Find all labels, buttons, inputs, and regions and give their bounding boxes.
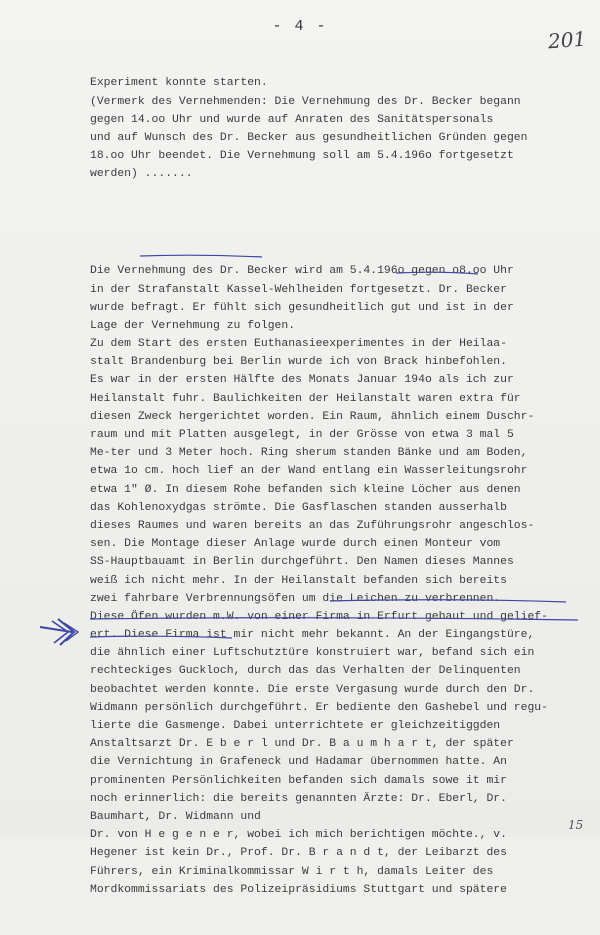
text-line: gegen 14.oo Uhr und wurde auf Anraten des Sanitätspersonals	[90, 113, 494, 126]
text-line: etwa 1" Ø. In diesem Rohe befanden sich kleine Löcher aus denen	[90, 483, 521, 496]
text-line: Die Vernehmung des Dr. Becker wird am 5.4.196o gegen o8.oo Uhr	[90, 265, 514, 278]
text-line: Dr. von H e g e n e r, wobei ich mich berichtigen möchte., v.	[90, 829, 507, 842]
text-line: etwa 1o cm. hoch lief an der Wand entlang ein Wasserleitungsrohr	[90, 465, 528, 478]
text-line: Diese Öfen wurden m.W. von einer Firma in Erfurt gebaut und gelief-	[90, 610, 548, 623]
text-line: Me-ter und 3 Meter hoch. Ring sherum standen Bänke und am Boden,	[90, 447, 528, 460]
text-line: beobachtet werden konnte. Die erste Vergasung wurde durch den Dr.	[90, 683, 535, 696]
text-line: das Kohlenoxydgas strömte. Die Gasflaschen standen ausserhalb	[90, 501, 507, 514]
text-line: diesen Zweck hergerichtet worden. Ein Raum, ähnlich einem Duschr-	[90, 410, 535, 423]
text-line: Heilanstalt fuhr. Baulichkeiten der Heilanstalt waren extra für	[90, 392, 521, 405]
corner-mark: 15	[568, 818, 584, 832]
text-line: prominenten Persönlichkeiten befanden sich damals sowe it mir	[90, 774, 507, 787]
text-line: die Vernichtung in Grafeneck und Hadamar übernommen hatte. An	[90, 756, 507, 769]
text-line: Anstaltsarzt Dr. E b e r l und Dr. B a u m h a r t, der später	[90, 738, 514, 751]
text-line: Es war in der ersten Hälfte des Monats Januar 194o als ich zur	[90, 374, 514, 387]
text-line: lierte die Gasmenge. Dabei unterrichtete er gleichzeitiggden	[90, 720, 501, 733]
text-line: in der Strafanstalt Kassel-Wehlheiden fortgesetzt. Dr. Becker	[90, 283, 507, 296]
text-line: Experiment konnte starten.	[90, 77, 268, 90]
text-line: Hegener ist kein Dr., Prof. Dr. B r a n d t, der Leibarzt des	[90, 847, 507, 860]
text-line: 18.oo Uhr beendet. Die Vernehmung soll am 5.4.196o fortgesetzt	[90, 150, 514, 163]
text-line: Mordkommissariats des Polizeipräsidiums Stuttgart und spätere	[90, 883, 507, 896]
text-line: weiß ich nicht mehr. In der Heilanstalt befanden sich bereits	[90, 574, 507, 587]
paragraph-testimony	[90, 262, 590, 899]
text-line: Führers, ein Kriminalkommissar W i r t h, damals Leiter des	[90, 865, 494, 878]
text-line: werden) .......	[90, 168, 193, 181]
text-line: raum und mit Platten ausgelegt, in der Grösse von etwa 3 mal 5	[90, 429, 514, 442]
text-line: stalt Brandenburg bei Berlin wurde ich von Brack hinbefohlen.	[90, 356, 507, 369]
text-line: dieses Raumes und waren bereits an das Zuführungsrohr angeschlos-	[90, 519, 535, 532]
text-line: sen. Die Montage dieser Anlage wurde durch einen Monteur vom	[90, 538, 501, 551]
handwritten-archive-number: 201	[547, 26, 587, 54]
text-line: ert. Diese Firma ist mir nicht mehr bekannt. An der Eingangstüre,	[90, 629, 535, 642]
text-line: die ähnlich einer Luftschutztüre konstruiert war, befand sich ein	[90, 647, 535, 660]
typed-text-body	[90, 38, 590, 935]
paragraph-interrogation-note	[90, 74, 590, 183]
margin-arrow-mark-icon	[38, 615, 88, 649]
text-line: Baumhart, Dr. Widmann und	[90, 810, 261, 823]
text-line: SS-Hauptbauamt in Berlin durchgeführt. Den Namen dieses Mannes	[90, 556, 514, 569]
text-line: (Vermerk des Vernehmenden: Die Vernehmung des Dr. Becker begann	[90, 95, 521, 108]
text-line: noch erinnerlich: die bereits genannten Ärzte: Dr. Eberl, Dr.	[90, 792, 507, 805]
text-line: Widmann persönlich durchgeführt. Er bediente den Gashebel und regu-	[90, 701, 548, 714]
text-line: Lage der Vernehmung zu folgen.	[90, 319, 296, 332]
page-number: - 4 -	[272, 18, 328, 35]
text-line: rechteckiges Guckloch, durch das das Verhalten der Delinquenten	[90, 665, 521, 678]
text-line: und auf Wunsch des Dr. Becker aus gesundheitlichen Gründen gegen	[90, 131, 528, 144]
text-line: wurde befragt. Er fühlt sich gesundheitlich gut und ist in der	[90, 301, 514, 314]
text-line: Zu dem Start des ersten Euthanasieexperimentes in der Heilaa-	[90, 338, 507, 351]
text-line: zwei fahrbare Verbrennungsöfen um die Leichen zu verbrennen.	[90, 592, 501, 605]
